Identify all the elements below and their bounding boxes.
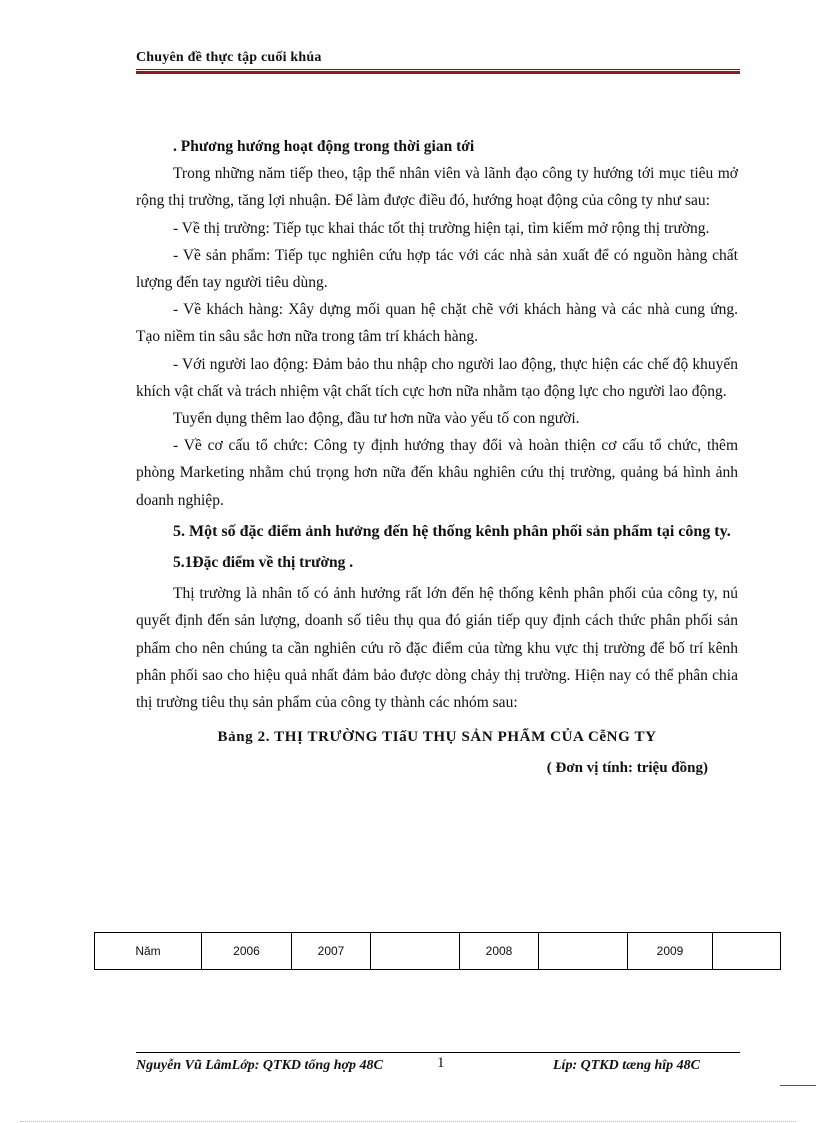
- footer-author: Nguyễn Vũ LâmLớp: QTKD tổng hợp 48C: [136, 1058, 383, 1073]
- table-cell-2007: 2007: [292, 933, 371, 970]
- paragraph-intro: Trong những năm tiếp theo, tập thể nhân viên và lãnh đạo công ty hướng tới mục tiêu mở rộng thị trường, tăng lợi nhuận. Để làm được điều đó, hướng hoạt động của công ty như sau:: [136, 165, 738, 210]
- page-number: 1: [437, 1055, 445, 1071]
- page-bottom-border: [20, 1121, 796, 1122]
- table-cell-empty-2: [539, 933, 628, 970]
- footer-rule: [136, 1052, 740, 1053]
- bullet-customer: - Về khách hàng: Xây dựng mối quan hệ chặt chẽ với khách hàng và các nhà cung ứng. Tạo niềm tin sâu sắc hơn nữa trong tâm trí khách hàng.: [136, 301, 738, 346]
- table-cell-year-label: Năm: [95, 933, 202, 970]
- footer-corner-line: [780, 1085, 816, 1086]
- header-rule: [136, 69, 740, 70]
- table-cell-2009: 2009: [628, 933, 713, 970]
- paragraph-recruit: Tuyển dụng thêm lao động, đầu tư hơn nữa vào yếu tố con người.: [173, 410, 580, 428]
- table-row: [95, 933, 781, 970]
- document-body: [136, 133, 738, 783]
- header-rule-thick: [136, 71, 740, 74]
- bullet-market: - Về thị trường: Tiếp tục khai thác tốt thị trường hiện tại, tìm kiếm mở rộng thị trường.: [173, 219, 710, 237]
- table-cell-empty-3: [713, 933, 781, 970]
- table-cell-empty-1: [371, 933, 460, 970]
- heading-direction: . Phương hướng hoạt động trong thời gian tới: [173, 138, 475, 155]
- heading-section-5-1: 5.1Đặc điểm về thị trường .: [173, 554, 354, 572]
- heading-section-5: 5. Một số đặc điểm ảnh hưởng đến hệ thống kênh phân phối sản phẩm tại công ty.: [173, 522, 731, 540]
- table-title: Bảng 2. THỊ TRƯỜNG TIấU THỤ SẢN PHẨM CỦA CễNG TY: [217, 729, 657, 746]
- market-table: [94, 932, 781, 970]
- bullet-labor: - Với người lao động: Đảm bảo thu nhập cho người lao động, thực hiện các chế độ khuyến khích vật chất và trách nhiệm vật chất tích cực hơn nữa nhằm tạo động lực cho người lao động.: [136, 355, 738, 400]
- header-title: Chuyên đề thực tập cuối khúa: [136, 50, 322, 65]
- table-unit: ( Đơn vị tính: triệu đồng): [546, 760, 708, 777]
- paragraph-market: Thị trường là nhân tố có ảnh hưởng rất lớn đến hệ thống kênh phân phối của công ty, nú quyết định đến sản lượng, doanh số tiêu thụ qua đó gián tiếp quy định cách thức phân phối sản phẩm cho nên chúng ta cần nghiên cứu rõ đặc điểm của từng khu vực thị trường để bố trí kênh phân phối sao cho hiệu quả nhất đảm bảo được dòng chảy thị trường. Hiện nay có thể phân chia thị trường tiêu thụ sản phẩm của công ty thành các nhóm sau:: [136, 585, 738, 712]
- table-cell-2008: 2008: [460, 933, 539, 970]
- footer-class: Líp: QTKD tæng hîp 48C: [553, 1058, 701, 1073]
- bullet-organization: - Về cơ cấu tổ chức: Công ty định hướng thay đổi và hoàn thiện cơ cấu tổ chức, thêm phòng Marketing nhằm chú trọng hơn nữa đến khâu nghiên cứu thị trường, quảng bá hình ảnh doanh nghiệp.: [136, 437, 738, 509]
- bullet-product: - Về sản phẩm: Tiếp tục nghiên cứu hợp tác với các nhà sản xuất để có nguồn hàng chất lượng đến tay người tiêu dùng.: [136, 246, 738, 292]
- table-cell-2006: 2006: [202, 933, 292, 970]
